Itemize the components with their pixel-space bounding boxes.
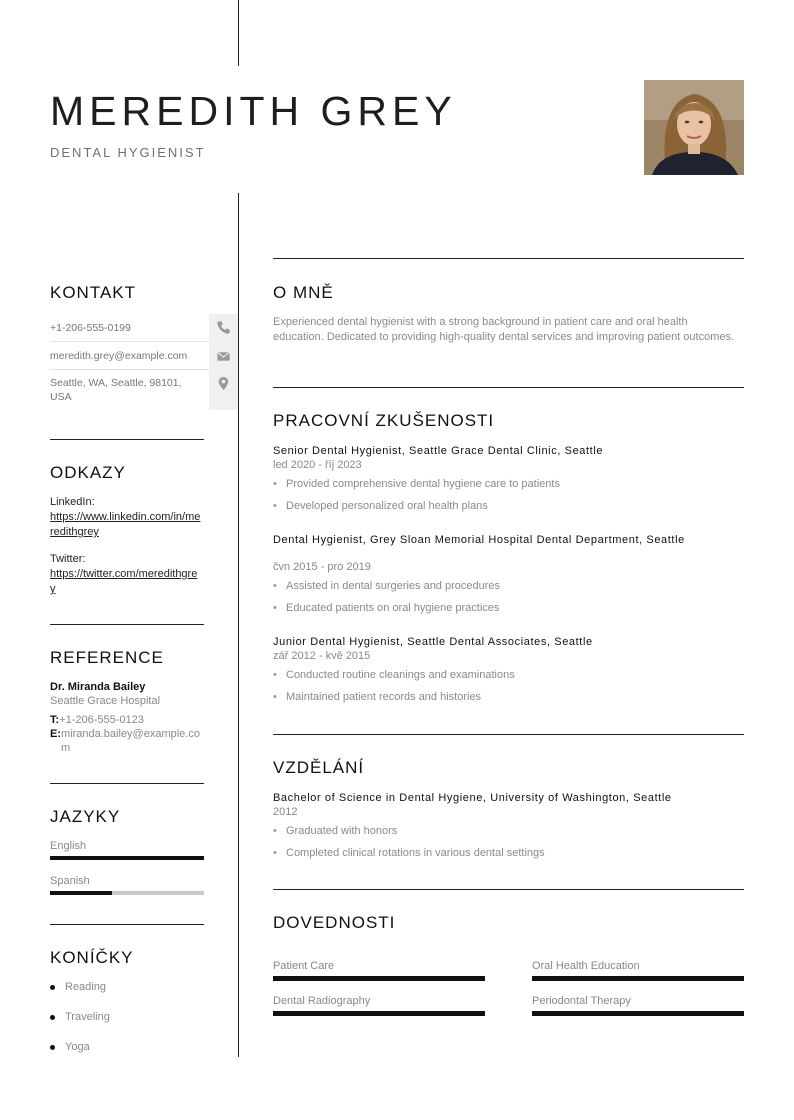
left-separator xyxy=(50,783,204,784)
bullet-text: Developed personalized oral health plans xyxy=(286,500,488,512)
skill-level-bar xyxy=(273,976,485,981)
bullet-text: Maintained patient records and histories xyxy=(286,691,482,703)
job-dates: led 2020 - říj 2023 xyxy=(273,459,362,471)
bullet-text: Completed clinical rotations in various dental settings xyxy=(286,847,545,859)
job-title: DENTAL HYGIENIST xyxy=(50,145,206,160)
job-bullet: • Educated patients on oral hygiene practices xyxy=(273,602,500,614)
contact-heading: KONTAKT xyxy=(50,283,137,302)
about-text: Experienced dental hygienist with a strong background in patient care and oral health education. Dedicated to providing high-quality dental services and improving patient outcomes. xyxy=(273,316,735,343)
language-level-fill xyxy=(50,891,112,895)
right-separator xyxy=(273,889,744,890)
left-separator xyxy=(50,924,204,925)
left-separator xyxy=(50,439,204,440)
address-value: Seattle, WA, Seattle, 98101, USA xyxy=(50,377,182,403)
language-level-bar xyxy=(50,856,204,860)
education-bullet: • Graduated with honors xyxy=(273,825,398,837)
skill-name: Periodontal Therapy xyxy=(532,995,631,1007)
education-heading: VZDĚLÁNÍ xyxy=(273,758,365,777)
education-bullet: • Completed clinical rotations in various dental settings xyxy=(273,847,545,859)
email-value: meredith.grey@example.com xyxy=(50,350,188,362)
reference-organization: Seattle Grace Hospital xyxy=(50,695,161,707)
mail-icon xyxy=(216,349,231,364)
linkedin-link[interactable]: https://www.linkedin.com/in/meredithgrey xyxy=(50,511,201,538)
job-bullet: • Provided comprehensive dental hygiene care to patients xyxy=(273,478,560,490)
profile-photo xyxy=(644,80,744,175)
about-heading: O MNĚ xyxy=(273,283,334,302)
hobby-item xyxy=(50,1041,90,1053)
bullet-text: Graduated with honors xyxy=(286,825,398,837)
skills-heading: DOVEDNOSTI xyxy=(273,913,396,932)
links-heading: ODKAZY xyxy=(50,463,126,482)
contact-icon-column xyxy=(209,314,238,410)
job-title-entry: Dental Hygienist, Grey Sloan Memorial Hospital Dental Department, Seattle xyxy=(273,534,685,546)
job-bullet: • Assisted in dental surgeries and procedures xyxy=(273,580,501,592)
column-divider-line xyxy=(238,193,239,1057)
skill-name: Oral Health Education xyxy=(532,960,640,972)
skill-level-bar xyxy=(532,1011,744,1016)
bullet-text: Conducted routine cleanings and examinations xyxy=(286,669,515,681)
language-level-bar xyxy=(50,891,204,895)
skill-name: Patient Care xyxy=(273,960,335,972)
hobby-label: Yoga xyxy=(65,1041,90,1053)
candidate-name: MEREDITH GREY xyxy=(50,88,457,134)
skill-level-bar xyxy=(532,976,744,981)
right-separator xyxy=(273,734,744,735)
reference-email-label: E: xyxy=(50,728,61,740)
bullet-dot xyxy=(50,1045,55,1050)
twitter-link[interactable]: https://twitter.com/meredithgrey xyxy=(50,568,198,595)
job-title-entry: Junior Dental Hygienist, Seattle Dental Associates, Seattle xyxy=(273,636,593,648)
language-level-fill xyxy=(50,856,204,860)
bullet-text: Educated patients on oral hygiene practices xyxy=(286,602,500,614)
references-heading: REFERENCE xyxy=(50,648,164,667)
hobbies-heading: KONÍČKY xyxy=(50,948,134,967)
linkedin-label: LinkedIn: xyxy=(50,496,95,508)
phone-value: +1-206-555-0199 xyxy=(50,322,131,334)
hobby-item xyxy=(50,1011,110,1023)
bullet-dot xyxy=(50,985,55,990)
job-dates: čvn 2015 - pro 2019 xyxy=(273,561,371,573)
job-bullet: • Developed personalized oral health plans xyxy=(273,500,488,512)
reference-email-value: miranda.bailey@example.com xyxy=(61,728,200,754)
hobby-label: Reading xyxy=(65,981,106,993)
education-degree: Bachelor of Science in Dental Hygiene, University of Washington, Seattle xyxy=(273,792,672,804)
location-pin-icon xyxy=(216,376,231,391)
skill-level-bar xyxy=(273,1011,485,1016)
top-divider-line xyxy=(238,0,239,66)
reference-phone-value: +1-206-555-0123 xyxy=(59,714,144,726)
language-name: English xyxy=(50,840,87,852)
languages-heading: JAZYKY xyxy=(50,807,121,826)
reference-email xyxy=(50,727,206,755)
job-bullet: • Conducted routine cleanings and examinations xyxy=(273,669,515,681)
job-dates: zář 2012 - kvě 2015 xyxy=(273,650,371,662)
reference-phone-label: T: xyxy=(50,714,60,726)
skill-name: Dental Radiography xyxy=(273,995,371,1007)
right-separator xyxy=(273,387,744,388)
bullet-text: Assisted in dental surgeries and procedures xyxy=(286,580,501,592)
left-separator xyxy=(50,624,204,625)
phone-icon xyxy=(216,320,231,335)
job-title-entry: Senior Dental Hygienist, Seattle Grace Dental Clinic, Seattle xyxy=(273,445,604,457)
reference-name: Dr. Miranda Bailey xyxy=(50,681,146,693)
bullet-text: Provided comprehensive dental hygiene care to patients xyxy=(286,478,560,490)
right-separator xyxy=(273,258,744,259)
job-bullet: • Maintained patient records and histories xyxy=(273,691,482,703)
hobby-label: Traveling xyxy=(65,1011,110,1023)
twitter-label: Twitter: xyxy=(50,553,86,565)
hobby-item xyxy=(50,981,106,993)
bullet-dot xyxy=(50,1015,55,1020)
language-name: Spanish xyxy=(50,875,90,887)
education-year: 2012 xyxy=(273,806,298,818)
reference-phone xyxy=(50,713,206,727)
experience-heading: PRACOVNÍ ZKUŠENOSTI xyxy=(273,411,495,430)
